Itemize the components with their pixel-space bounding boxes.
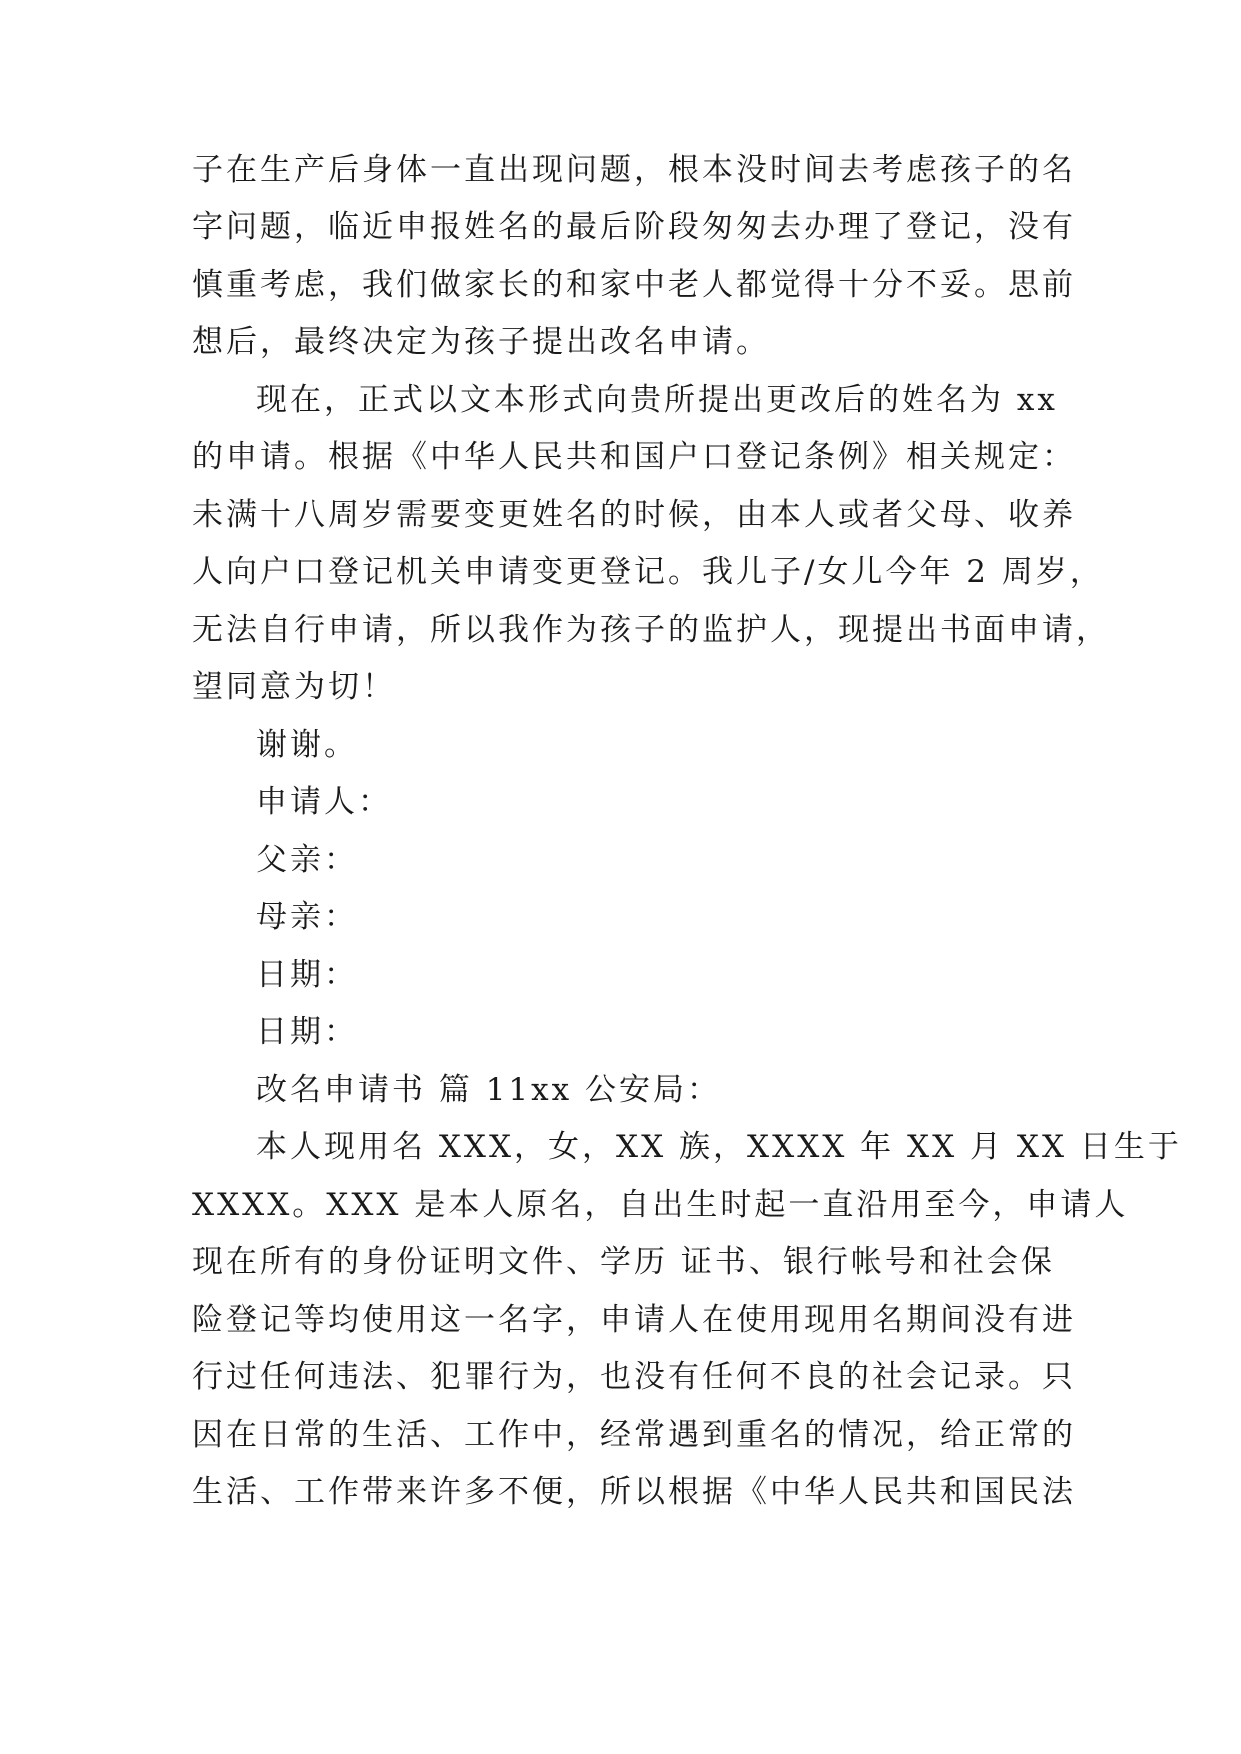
- mother-label: 母亲：: [256, 899, 358, 935]
- section-heading: 改名申请书 篇 11xx 公安局：: [256, 1072, 721, 1108]
- thanks-line: 谢谢。: [256, 727, 358, 763]
- text-line: 望同意为切！: [192, 669, 396, 705]
- text-line: XXXX。XXX 是本人原名，自出生时起一直沿用至今，申请人: [192, 1187, 1129, 1223]
- text-line: 生活、工作带来许多不便，所以根据《中华人民共和国民法: [192, 1474, 1076, 1510]
- text-line: 未满十八周岁需要变更姓名的时候，由本人或者父母、收养: [192, 497, 1076, 533]
- date-label: 日期：: [256, 1014, 358, 1050]
- text-line: 子在生产后身体一直出现问题，根本没时间去考虑孩子的名: [192, 152, 1076, 188]
- paragraph-start-line: 本人现用名 XXX，女，XX 族，XXXX 年 XX 月 XX 日生于: [256, 1129, 1182, 1165]
- paragraph-start-line: 现在，正式以文本形式向贵所提出更改后的姓名为 xx: [256, 382, 1058, 418]
- text-line: 险登记等均使用这一名字，申请人在使用现用名期间没有进: [192, 1302, 1076, 1338]
- father-label: 父亲：: [256, 842, 358, 878]
- text-line: 行过任何违法、犯罪行为，也没有任何不良的社会记录。只: [192, 1359, 1076, 1395]
- date-label: 日期：: [256, 957, 358, 993]
- text-line: 慎重考虑，我们做家长的和家中老人都觉得十分不妥。思前: [192, 267, 1076, 303]
- text-line: 人向户口登记机关申请变更登记。我儿子/女儿今年 2 周岁，: [192, 554, 1104, 590]
- text-line: 字问题，临近申报姓名的最后阶段匆匆去办理了登记，没有: [192, 209, 1076, 245]
- text-line: 的申请。根据《中华人民共和国户口登记条例》相关规定：: [192, 439, 1076, 475]
- text-line: 想后，最终决定为孩子提出改名申请。: [192, 324, 770, 360]
- applicant-label: 申请人：: [256, 784, 392, 820]
- text-line: 因在日常的生活、工作中，经常遇到重名的情况，给正常的: [192, 1417, 1076, 1453]
- text-line: 无法自行申请，所以我作为孩子的监护人，现提出书面申请，: [192, 612, 1110, 648]
- text-line: 现在所有的身份证明文件、学历 证书、银行帐号和社会保: [192, 1244, 1055, 1280]
